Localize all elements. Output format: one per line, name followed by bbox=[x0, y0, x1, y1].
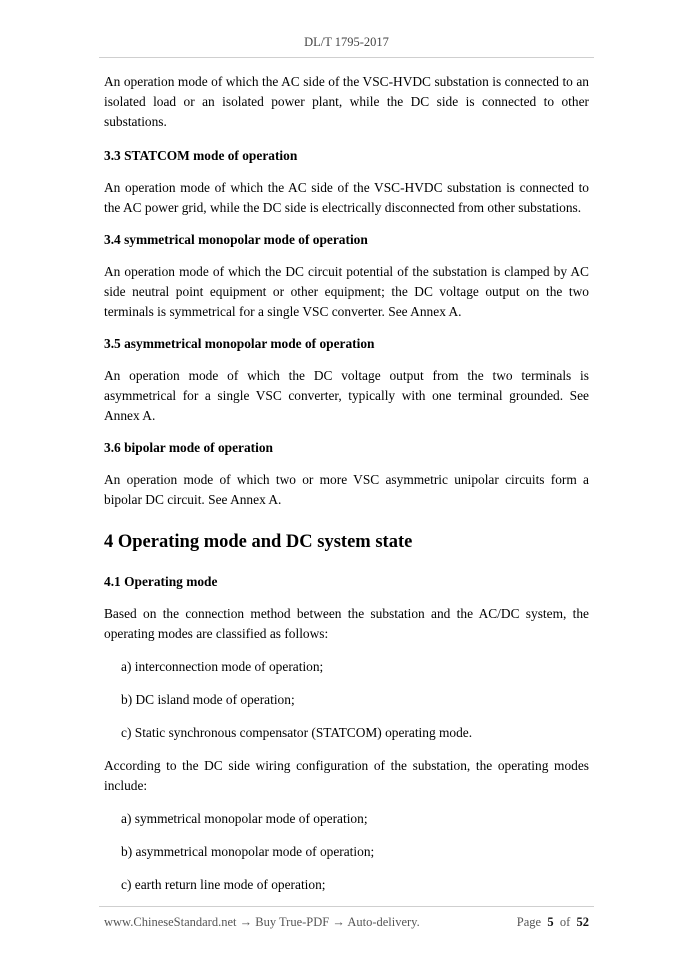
list-item: b) DC island mode of operation; bbox=[121, 692, 295, 707]
list-item: a) interconnection mode of operation; bbox=[121, 659, 324, 674]
page-content bbox=[104, 72, 589, 895]
site-link[interactable]: www.ChineseStandard.net bbox=[104, 915, 237, 929]
of-label: of bbox=[559, 915, 571, 929]
page-number bbox=[517, 915, 589, 930]
intro-paragraph: An operation mode of which the AC side of the VSC-HVDC substation is connected to an isolated load or an isolated power plant, while the DC side is connected to other substations. bbox=[104, 74, 589, 129]
list-item: c) earth return line mode of operation; bbox=[121, 877, 326, 892]
section-3-5-paragraph: An operation mode of which the DC voltage output from the two terminals is asymmetrical for a single VSC converter, typically with one terminal grounded. See Annex A. bbox=[104, 368, 589, 423]
arrow-right-icon: → bbox=[332, 915, 345, 929]
section-3-6-heading: 3.6 bipolar mode of operation bbox=[104, 440, 273, 455]
page-header: DL/T 1795-2017 bbox=[304, 35, 389, 49]
section-3-3-heading: 3.3 STATCOM mode of operation bbox=[104, 148, 298, 163]
section-3-4-paragraph: An operation mode of which the DC circuit potential of the substation is clamped by AC side neutral point equipment or other equipment; the DC voltage output on the two terminals is symmetrical for a single VSC converter. See Annex A. bbox=[104, 264, 589, 319]
delivery-text: Auto-delivery. bbox=[347, 915, 420, 929]
section-3-3-paragraph: An operation mode of which the AC side of the VSC-HVDC substation is connected to the AC power grid, while the DC side is electrically disconnected from other substations. bbox=[104, 180, 589, 215]
buy-link[interactable]: Buy True-PDF bbox=[255, 915, 330, 929]
list-item: a) symmetrical monopolar mode of operation; bbox=[121, 811, 368, 826]
section-3-4-heading: 3.4 symmetrical monopolar mode of operation bbox=[104, 232, 368, 247]
section-4-1-heading: 4.1 Operating mode bbox=[104, 574, 218, 589]
section-3-5-heading: 3.5 asymmetrical monopolar mode of operation bbox=[104, 336, 375, 351]
total-pages: 52 bbox=[576, 915, 589, 929]
current-page: 5 bbox=[547, 915, 554, 929]
section-3-6-paragraph: An operation mode of which two or more VSC asymmetric unipolar circuits form a bipolar DC circuit. See Annex A. bbox=[104, 472, 589, 507]
wiring-paragraph: According to the DC side wiring configuration of the substation, the operating modes include: bbox=[104, 758, 589, 793]
chapter-4-heading: 4 Operating mode and DC system state bbox=[104, 532, 413, 552]
footer-divider bbox=[99, 906, 594, 907]
arrow-right-icon: → bbox=[239, 915, 253, 929]
page-label: Page bbox=[516, 915, 542, 929]
list-item: c) Static synchronous compensator (STATCOM) operating mode. bbox=[121, 725, 473, 740]
header-divider bbox=[99, 57, 594, 58]
footer-links bbox=[104, 915, 420, 930]
list-item: b) asymmetrical monopolar mode of operation; bbox=[121, 844, 375, 859]
section-4-1-paragraph: Based on the connection method between the substation and the AC/DC system, the operating modes are classified as follows: bbox=[104, 606, 589, 641]
